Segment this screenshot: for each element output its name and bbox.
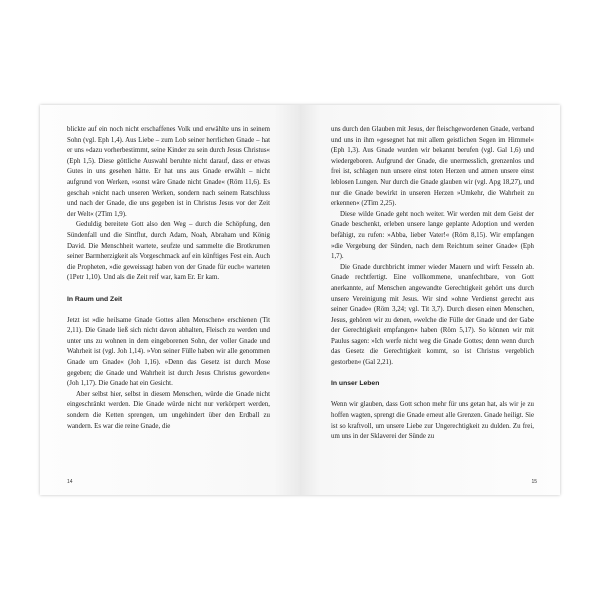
paragraph: Wenn wir glauben, dass Gott schon mehr für uns getan hat, als wir je zu hoffen wagten, sprengt die Gnade erneut alle Grenzen. Gnade heiligt. Sie ist so kraftvoll, um unsere Liebe zur Ungerechtigkeit zu dulden. Zu frei, um uns in der Sklaverei der Sünde zu [331, 401, 534, 441]
page-number: 14 [67, 479, 73, 485]
paragraph: Jetzt ist »die heilsame Gnade Gottes allen Menschen« erschienen (Tit 2,11). Die Gnade ließ sich nicht davon abhalten, Fleisch zu werden und unter uns zu wohnen in dem eingeborenen Sohn, der voller Gnade und Wahrheit ist (vgl. Joh 1,14). »Von seiner Fülle haben wir alle genommen Gnade um Gnade« (Joh 1,16). »Denn das Gesetz ist durch Mose gegeben; die Gnade und Wahrheit ist durch Jesus Christus geworden« (Joh 1,17). Die Gnade hat ein Gesicht. [67, 316, 270, 388]
left-page [40, 105, 300, 495]
paragraph: uns durch den Glauben mit Jesus, der fleischgewordenen Gnade, verband und uns in ihm »gesegnet hat mit allem geistlichen Segen im Himmel« (Eph 1,3). Aus Gnade wurden wir bekannt berufen (vgl. Gal 1,6) und wiedergeboren. Aufgrund der Gnade, die unermesslich, grenzenlos und frei ist, schlagen nun unsere einst toten Herzen und atmen unsere einst leblosen Lungen. Nur durch die Gnade glauben wir (vgl. Apg 18,27), und nur die Gnade bewirkt in unseren Herzen »Umkehr, die Wahrheit zu erkennen« (2Tim 2,25). [331, 126, 534, 208]
right-page [300, 105, 560, 495]
right-page-text [331, 125, 534, 443]
section-heading: In unser Leben [331, 380, 380, 388]
section-heading: In Raum und Zeit [67, 295, 123, 303]
page-number: 15 [531, 479, 537, 485]
book-spread [40, 105, 560, 495]
paragraph: Geduldig bereitete Gott also den Weg – durch die Schöpfung, den Sündenfall und die Sintflut, durch Adam, Noah, Abraham und König David. Die Menschheit wartete, seufzte und sammelte die Brotkrumen seiner Barmherzigkeit als Vorgeschmack auf ein künftiges Fest ein. Auch die Propheten, »die geweissagt haben von der Gnade für euch« warteten (1Petr 1,10). Und als die Zeit reif war, kam Er. Er kam. [67, 221, 270, 282]
left-page-text [67, 125, 270, 432]
paragraph: blickte auf ein noch nicht erschaffenes Volk und erwählte uns in seinem Sohn (vgl. Eph 1,4). Aus Liebe – zum Lob seiner herrlichen Gnade – hat er uns »dazu vorherbestimmt, seine Kinder zu sein durch Jesus Christus« (Eph 1,5). Diese göttliche Auswahl beruhte nicht darauf, dass er etwas Gutes in uns gesehen hätte. Er hat uns aus Gnade erwählt – nicht aufgrund von Werken, »sonst wäre Gnade nicht Gnade« (Röm 11,6). Es geschah »nicht nach unseren Werken, sondern nach seinem Ratschluss und nach der Gnade, die uns gegeben ist in Christus Jesus vor der Zeit der Welt« (2Tim 1,9). [67, 126, 270, 218]
paragraph: Die Gnade durchbricht immer wieder Mauern und wirft Fesseln ab. Gnade rechtfertigt. Eine vollkommene, unanfechtbare, von Gott anerkannte, auf Menschen angewandte Gerechtigkeit gehört uns durch unsere Vereinigung mit Jesus. Wir sind »ohne Verdienst gerecht aus seiner Gnade« (Röm 3,24; vgl. Tit 3,7). Durch diesen einen Menschen, Jesus, gehören wir zu denen, »welche die Fülle der Gnade und der Gabe der Gerechtigkeit empfangen« haben (Röm 5,17). So können wir mit Paulus sagen: »Ich werfe nicht weg die Gnade Gottes; denn wenn durch das Gesetz die Gerechtigkeit kommt, so ist Christus vergeblich gestorben« (Gal 2,21). [331, 263, 534, 367]
paragraph: Aber selbst hier, selbst in diesem Menschen, würde die Gnade nicht eingeschränkt werden. Die Gnade würde nicht nur verkörpert werden, sondern die Ketten sprengen, um ungehindert über den Erdball zu wandern. Es war die reine Gnade, die [67, 390, 270, 430]
paragraph: Diese wilde Gnade geht noch weiter. Wir werden mit dem Geist der Gnade beschenkt, erleben unsere lange geplante Adoption und werden befähigt, zu rufen: »Abba, lieber Vater!« (Röm 8,15). Wir empfangen »die Vergebung der Sünden, nach dem Reichtum seiner Gnade« (Eph 1,7). [331, 210, 534, 261]
